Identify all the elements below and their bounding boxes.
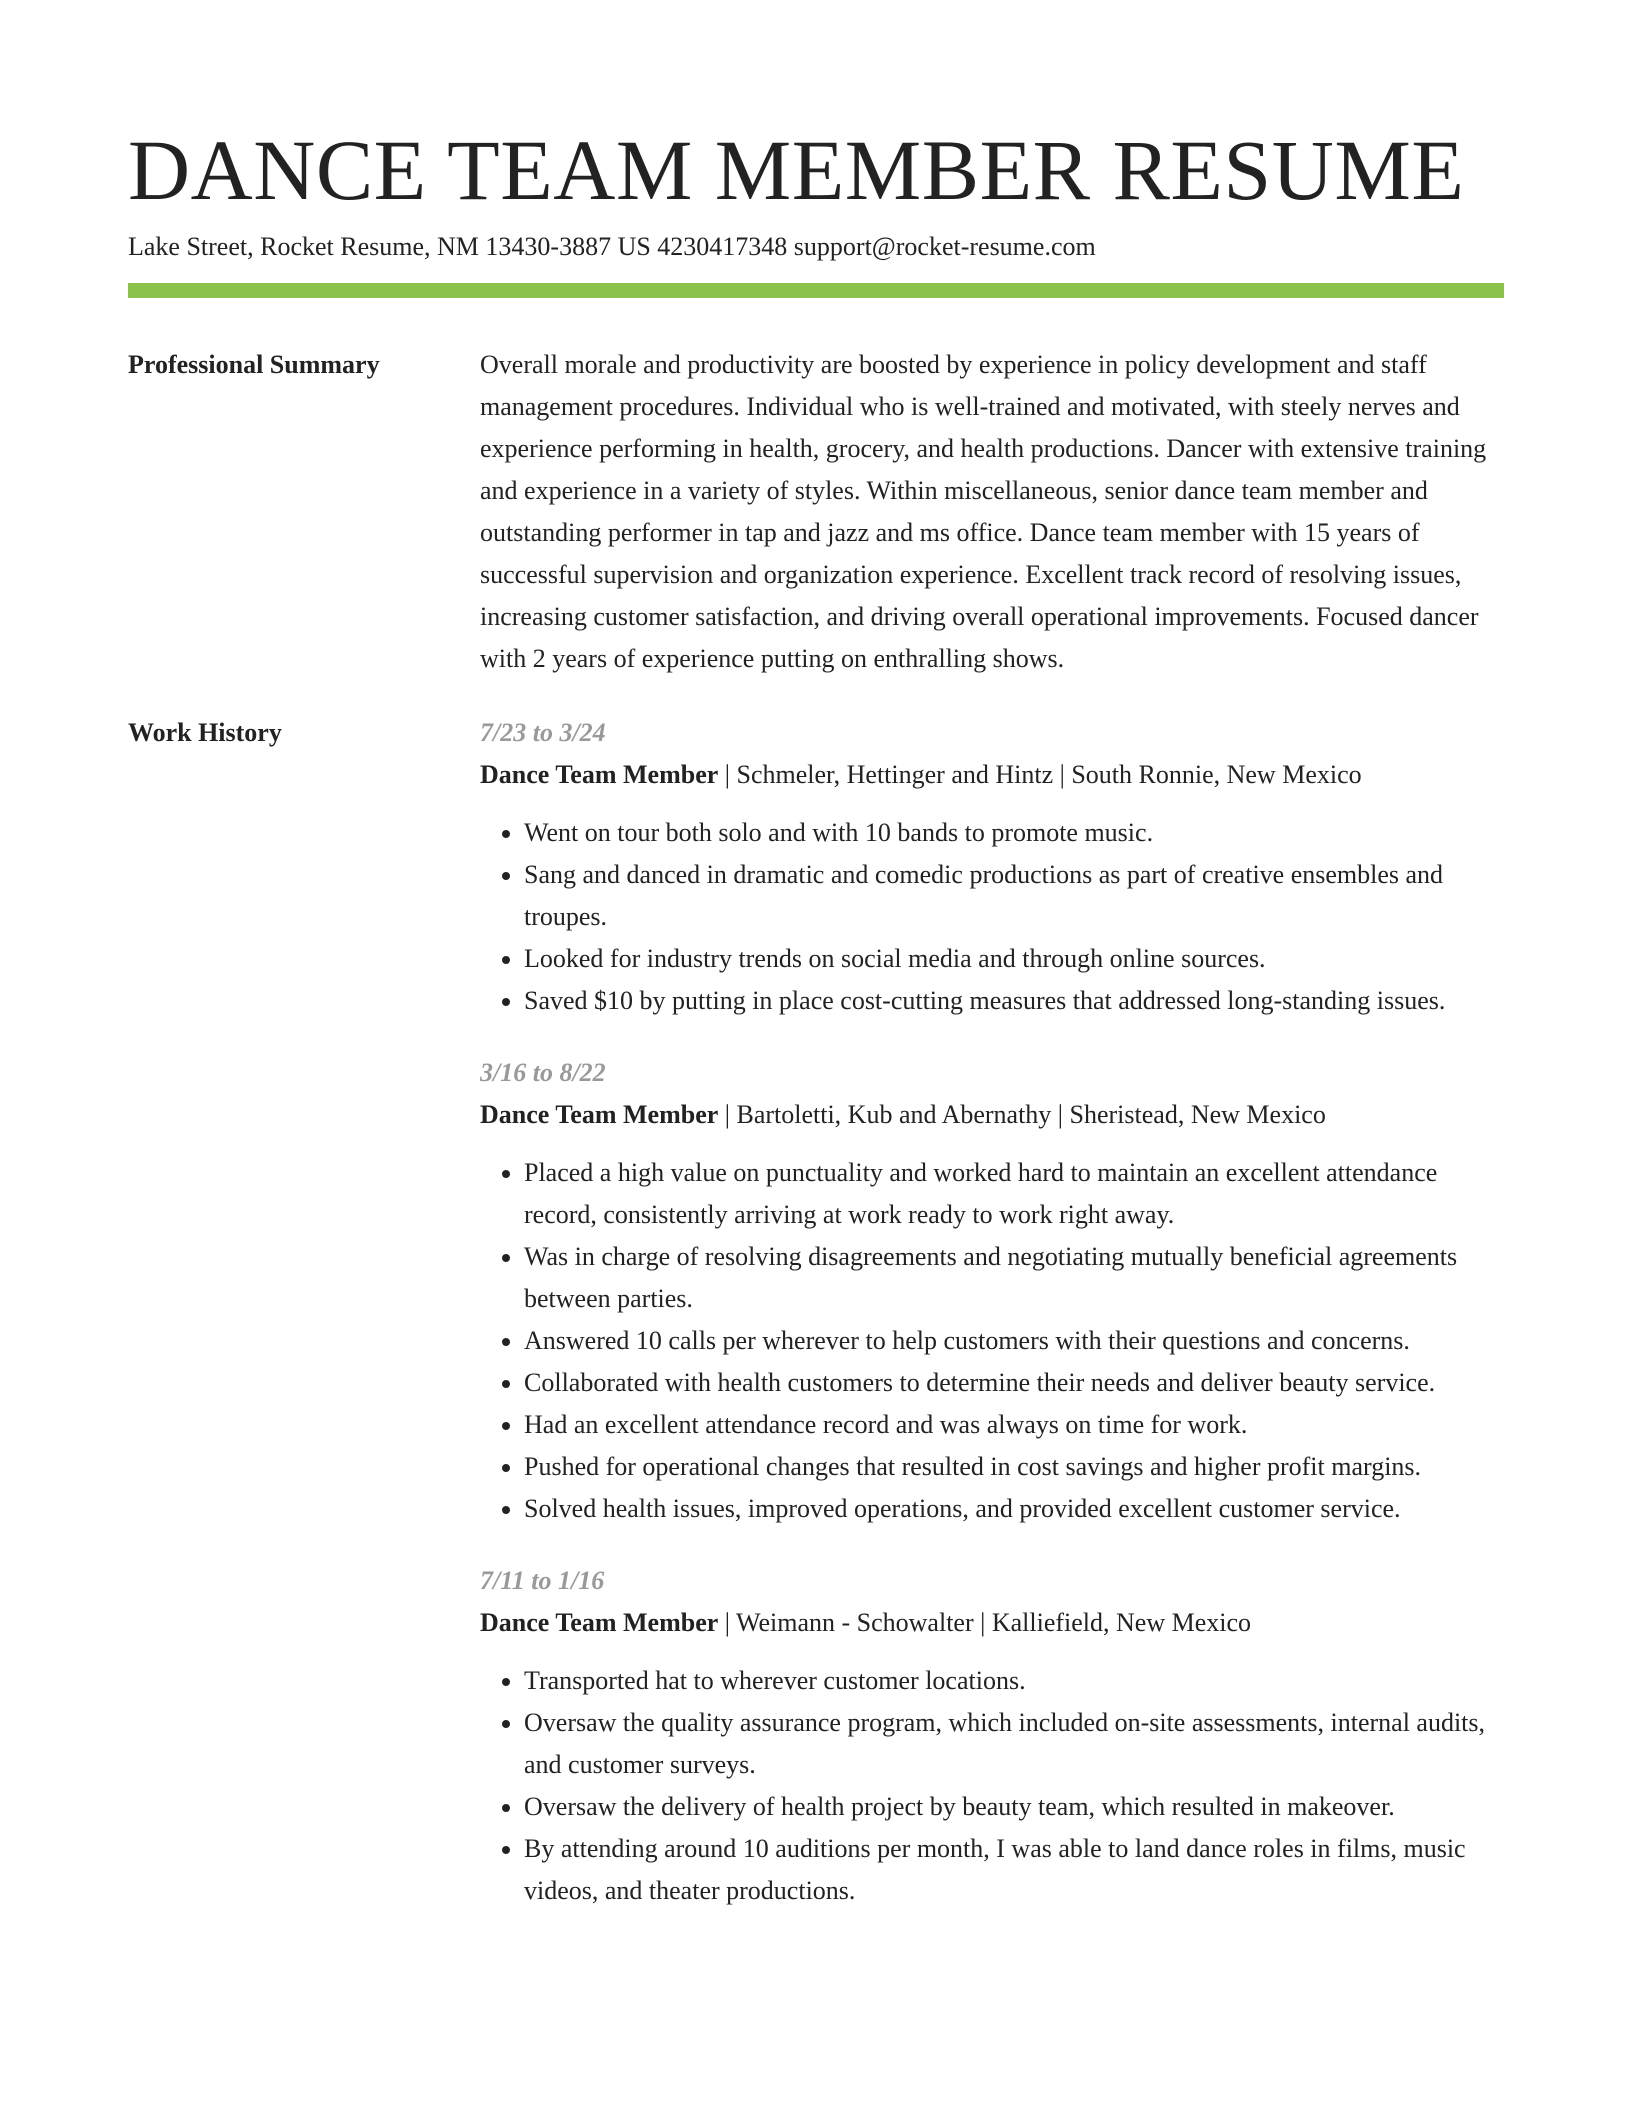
summary-text: Overall morale and productivity are boosted by experience in policy development and staff management procedures. Individual who is well-trained and motivated, with steely nerves and experience performing in health, grocery, and health productions. Dancer with extensive training and experience in a variety of styles. Within miscellaneous, senior dance team member and outstanding performer in tap and jazz and ms office. Dance team member with 15 years of successful supervision and organization experience. Excellent track record of resolving issues, increasing customer satisfaction, and driving overall operational improvements. Focused dancer with 2 years of experience putting on enthralling shows. (480, 350, 1487, 673)
job-bullet: • Sang and danced in dramatic and comedic productions as part of creative ensembles and troupes. (524, 854, 1504, 938)
job-entry (480, 1052, 1504, 1530)
job-entry (480, 712, 1504, 1022)
work-history-section (128, 712, 1504, 1942)
section-label-work-history: Work History (128, 718, 282, 747)
job-details: | Bartoletti, Kub and Abernathy | Sheristead, New Mexico (718, 1100, 1326, 1129)
job-bullet: • Collaborated with health customers to determine their needs and deliver beauty service. (524, 1362, 1504, 1404)
job-bullet: • Placed a high value on punctuality and worked hard to maintain an excellent attendance record, consistently arriving at work ready to work right away. (524, 1152, 1504, 1236)
accent-divider (128, 283, 1504, 298)
job-date: 7/11 to 1/16 (480, 1566, 605, 1595)
job-bullets (480, 1660, 1504, 1912)
job-date: 7/23 to 3/24 (480, 718, 606, 747)
job-bullet: • Transported hat to wherever customer locations. (524, 1660, 1504, 1702)
job-heading (480, 1094, 1504, 1136)
job-bullet: • Oversaw the quality assurance program, which included on-site assessments, internal audits, and customer surveys. (524, 1702, 1504, 1786)
job-heading (480, 1602, 1504, 1644)
job-bullets (480, 1152, 1504, 1530)
job-bullet: • Pushed for operational changes that resulted in cost savings and higher profit margins. (524, 1446, 1504, 1488)
job-bullets (480, 812, 1504, 1022)
job-bullet: • Went on tour both solo and with 10 bands to promote music. (524, 812, 1504, 854)
job-bullet: • By attending around 10 auditions per month, I was able to land dance roles in films, music videos, and theater productions. (524, 1828, 1504, 1912)
job-role: Dance Team Member (480, 1608, 719, 1637)
work-history-list (480, 712, 1504, 1942)
job-bullet: • Was in charge of resolving disagreements and negotiating mutually beneficial agreements between parties. (524, 1236, 1504, 1320)
job-date: 3/16 to 8/22 (480, 1058, 606, 1087)
job-bullet: • Had an excellent attendance record and was always on time for work. (524, 1404, 1504, 1446)
job-role: Dance Team Member (480, 760, 719, 789)
job-bullet: • Solved health issues, improved operations, and provided excellent customer service. (524, 1488, 1504, 1530)
job-bullet: • Oversaw the delivery of health project by beauty team, which resulted in makeover. (524, 1786, 1504, 1828)
job-details: | Weimann - Schowalter | Kalliefield, New Mexico (718, 1608, 1252, 1637)
job-entry (480, 1560, 1504, 1912)
job-role: Dance Team Member (480, 1100, 719, 1129)
job-bullet: • Answered 10 calls per wherever to help customers with their questions and concerns. (524, 1320, 1504, 1362)
professional-summary-section (128, 344, 1504, 680)
resume-page (128, 120, 1504, 1942)
resume-title: DANCE TEAM MEMBER RESUME (128, 122, 1465, 218)
job-bullet: • Looked for industry trends on social media and through online sources. (524, 938, 1504, 980)
job-details: | Schmeler, Hettinger and Hintz | South Ronnie, New Mexico (718, 760, 1362, 789)
contact-line: Lake Street, Rocket Resume, NM 13430-3887 US 4230417348 support@rocket-resume.com (128, 232, 1096, 261)
job-heading (480, 754, 1504, 796)
section-label-summary: Professional Summary (128, 350, 380, 379)
job-bullet: • Saved $10 by putting in place cost-cutting measures that addressed long-standing issues. (524, 980, 1504, 1022)
